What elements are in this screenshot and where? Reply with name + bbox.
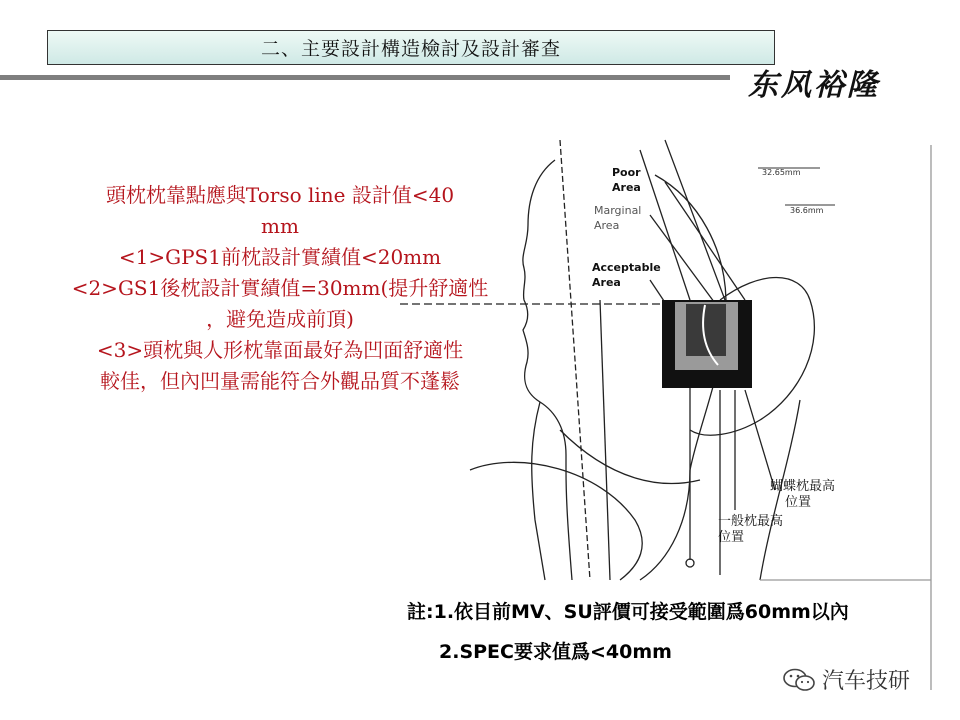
guideline-line: 較佳，但內凹量需能符合外觀品質不蓬鬆	[100, 369, 460, 393]
design-guidelines	[30, 180, 530, 397]
torso-line-2	[600, 300, 610, 580]
note-line-1: 註:1.依目前MV、SU評價可接受範圍爲60mm以內	[407, 601, 849, 623]
guideline-line: <2>GS1後枕設計實績值=30mm(提升舒適性	[71, 276, 489, 300]
poor-label-1: Poor	[612, 166, 641, 179]
watermark	[782, 664, 910, 695]
figure-notes	[407, 592, 849, 672]
leader-poor	[665, 182, 745, 300]
guideline-line: ，避免造成前頂)	[206, 307, 354, 331]
dim-label-1: 32.65mm	[762, 168, 801, 177]
butterfly-label-2: 位置	[785, 495, 812, 510]
head-profile	[523, 160, 572, 580]
watermark-text: 汽车技研	[822, 669, 911, 694]
svg-text:蝴蝶枕最高 位置	[770, 478, 839, 510]
marginal-label-1: Marginal	[594, 204, 642, 217]
guideline-line: 頭枕枕靠點應與Torso line 設計值<40	[105, 183, 455, 207]
wechat-icon	[782, 668, 816, 692]
dim-label-2: 36.6mm	[790, 206, 824, 215]
guideline-line: <3>頭枕與人形枕靠面最好為凹面舒適性	[96, 338, 464, 362]
svg-text:一般枕最高 位置	[718, 513, 787, 545]
neck-line	[532, 402, 545, 580]
marker-dot	[686, 559, 694, 567]
torso-curve-1	[640, 470, 690, 580]
brand-logo: 东风裕隆	[748, 68, 880, 103]
acceptable-label-2: Area	[592, 276, 621, 289]
normal-label-1: 一般枕最高	[718, 514, 784, 529]
guideline-line: <1>GPS1前枕設計實績值<20mm	[118, 245, 442, 269]
torso-line-3	[640, 150, 690, 300]
page-title: 二、主要設計構造檢討及設計審查	[260, 38, 561, 60]
acceptable-label-1: Acceptable	[592, 261, 661, 274]
svg-text:Marginal Area	[594, 204, 645, 232]
marginal-label-2: Area	[594, 219, 620, 232]
butterfly-label-1: 蝴蝶枕最高	[770, 479, 836, 494]
torso-line-1	[560, 140, 590, 580]
note-line-2: 2.SPEC要求值爲<40mm	[439, 641, 672, 663]
normal-label-2: 位置	[718, 530, 745, 545]
poor-label-2: Area	[612, 181, 641, 194]
guideline-line: mm	[261, 214, 299, 238]
acceptable-zone	[686, 304, 726, 356]
measure-line-3	[745, 390, 775, 490]
torso-curve-2	[470, 462, 642, 580]
svg-text:Poor Area	[612, 166, 644, 194]
